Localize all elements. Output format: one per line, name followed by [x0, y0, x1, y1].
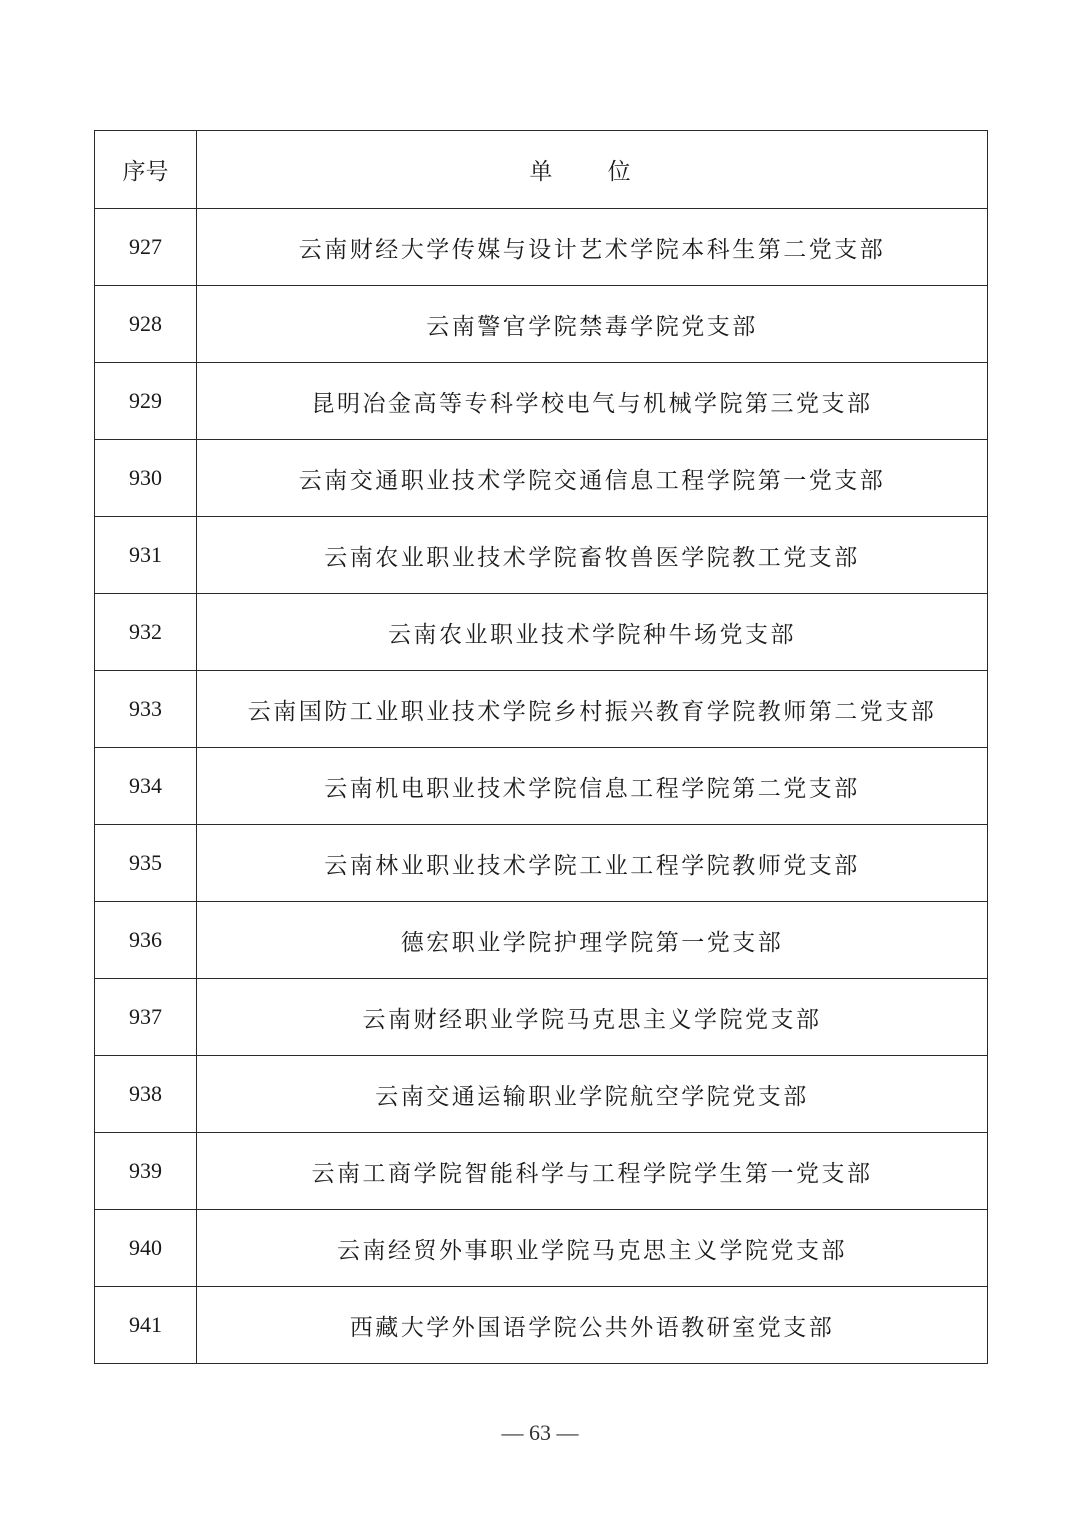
row-index: 936	[95, 902, 197, 979]
row-index: 935	[95, 825, 197, 902]
row-index: 941	[95, 1287, 197, 1364]
row-index: 934	[95, 748, 197, 825]
row-index: 939	[95, 1133, 197, 1210]
header-unit: 单 位	[197, 131, 988, 209]
table-row	[95, 517, 988, 594]
table-row	[95, 1133, 988, 1210]
row-index: 933	[95, 671, 197, 748]
row-index: 940	[95, 1210, 197, 1287]
table-body	[95, 209, 988, 1364]
table-row	[95, 1056, 988, 1133]
row-unit: 云南财经职业学院马克思主义学院党支部	[197, 979, 988, 1056]
row-index: 927	[95, 209, 197, 286]
table-row	[95, 671, 988, 748]
row-index: 928	[95, 286, 197, 363]
unit-list-table	[94, 130, 988, 1364]
row-unit: 云南工商学院智能科学与工程学院学生第一党支部	[197, 1133, 988, 1210]
row-unit: 云南国防工业职业技术学院乡村振兴教育学院教师第二党支部	[197, 671, 988, 748]
row-unit: 云南交通职业技术学院交通信息工程学院第一党支部	[197, 440, 988, 517]
table-row	[95, 748, 988, 825]
row-unit: 西藏大学外国语学院公共外语教研室党支部	[197, 1287, 988, 1364]
row-unit: 云南财经大学传媒与设计艺术学院本科生第二党支部	[197, 209, 988, 286]
table-row	[95, 286, 988, 363]
row-unit: 云南农业职业技术学院种牛场党支部	[197, 594, 988, 671]
table-row	[95, 209, 988, 286]
table-row	[95, 825, 988, 902]
row-index: 938	[95, 1056, 197, 1133]
row-unit: 昆明冶金高等专科学校电气与机械学院第三党支部	[197, 363, 988, 440]
row-index: 929	[95, 363, 197, 440]
row-unit: 德宏职业学院护理学院第一党支部	[197, 902, 988, 979]
row-index: 930	[95, 440, 197, 517]
table-row	[95, 363, 988, 440]
page-number: — 63 —	[501, 1420, 579, 1445]
table-row	[95, 979, 988, 1056]
row-unit: 云南林业职业技术学院工业工程学院教师党支部	[197, 825, 988, 902]
row-index: 931	[95, 517, 197, 594]
row-index: 937	[95, 979, 197, 1056]
table-row	[95, 440, 988, 517]
row-unit: 云南农业职业技术学院畜牧兽医学院教工党支部	[197, 517, 988, 594]
table-row	[95, 1210, 988, 1287]
row-unit: 云南警官学院禁毒学院党支部	[197, 286, 988, 363]
row-unit: 云南机电职业技术学院信息工程学院第二党支部	[197, 748, 988, 825]
table-row	[95, 594, 988, 671]
row-unit: 云南经贸外事职业学院马克思主义学院党支部	[197, 1210, 988, 1287]
table-header-row	[95, 131, 988, 209]
row-unit: 云南交通运输职业学院航空学院党支部	[197, 1056, 988, 1133]
table-row	[95, 1287, 988, 1364]
header-index: 序号	[95, 131, 197, 209]
table-row	[95, 902, 988, 979]
row-index: 932	[95, 594, 197, 671]
